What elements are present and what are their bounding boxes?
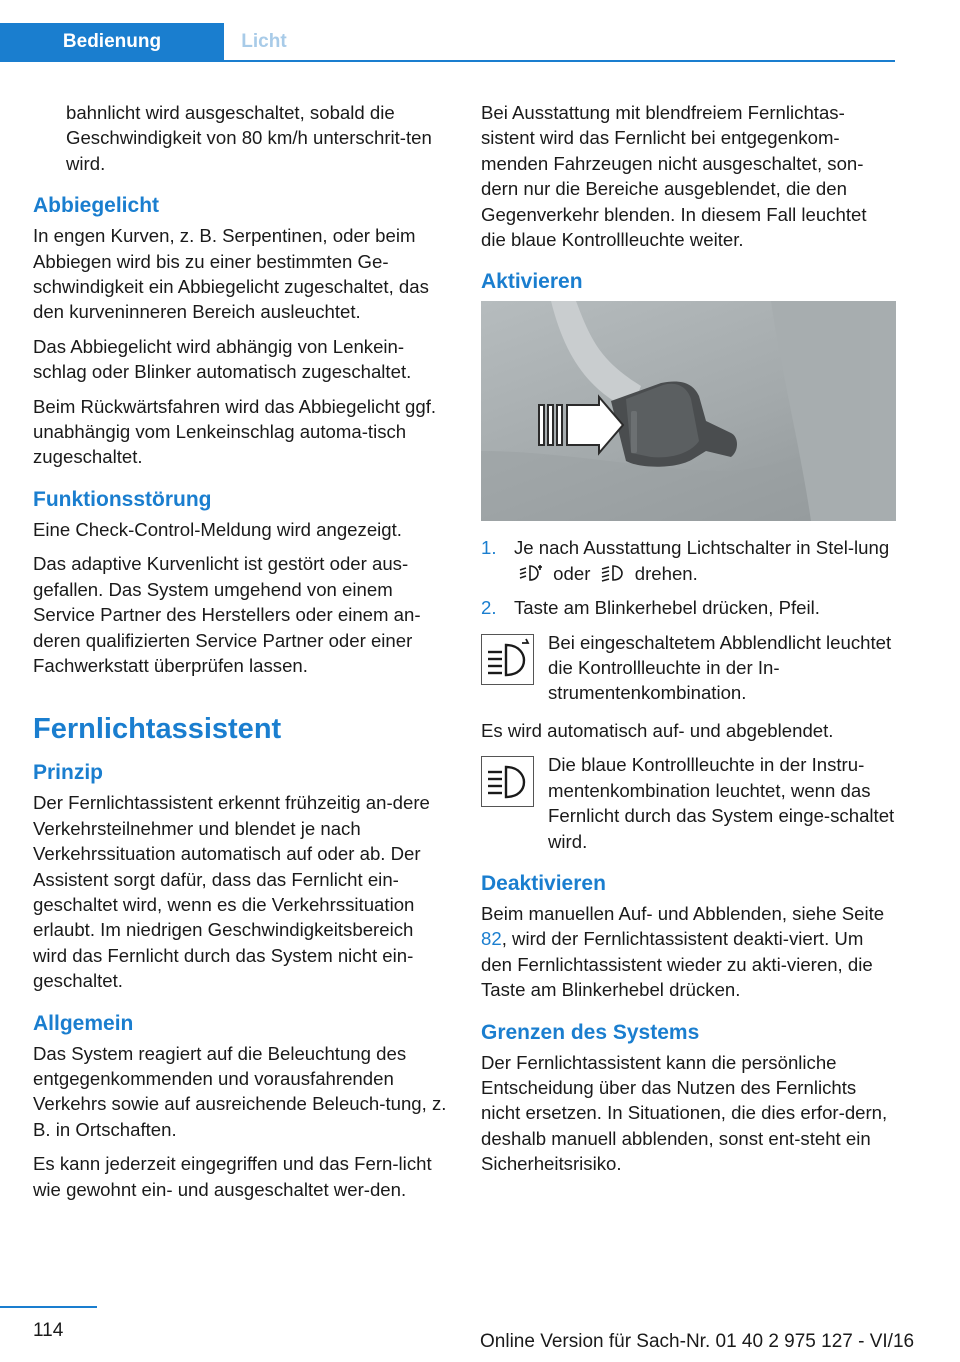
note-text: Bei eingeschaltetem Abblendlicht leuchtet die Kontrollleuchte in der In-strumentenkombination. [548, 631, 892, 704]
online-version-note: Online Version für Sach-Nr. 01 40 2 975 127 - VI/16 [480, 1331, 915, 1352]
low-beam-headlight-icon [600, 563, 626, 583]
lever-illustration [481, 301, 896, 521]
list-item [481, 595, 896, 620]
auto-light-switch-icon [518, 563, 544, 583]
page-link[interactable]: 82 [481, 928, 502, 950]
heading-fernlichtassistent: Fernlichtassistent [33, 713, 282, 746]
header-divider [0, 60, 895, 62]
paragraph: Beim manuellen Auf- und Abblenden, siehe Seite 82, wird der Fernlichtassistent deakti-viert. Um den Fernlichtassistent wieder zu akti-vieren, die Taste am Blinkerhebel drücken. [481, 902, 885, 1001]
tab-bedienung[interactable]: Bedienung [0, 23, 224, 60]
tab-licht[interactable]: Licht [241, 30, 287, 52]
step-text: Taste am Blinkerhebel drücken, Pfeil. [514, 597, 820, 619]
paragraph: Es wird automatisch auf- und abgeblendet. [481, 719, 834, 741]
step-text: Je nach Ausstattung Lichtschalter in Stel-lung oder drehen. [514, 537, 890, 584]
turn-signal-lever-photo [481, 301, 896, 521]
step-number: 2. [481, 597, 497, 619]
paragraph: In engen Kurven, z. B. Serpentinen, oder beim Abbiegen wird bis zu einer bestimmten Ge-schwindigkeit ein Abbiegelicht zugeschaltet, das den kurveninneren Bereich ausleuchtet. [33, 225, 429, 323]
left-column [33, 100, 451, 1211]
steps-list [481, 535, 896, 620]
paragraph: Das Abbiegelicht wird abhängig von Lenkein-schlag oder Blinker automatisch zugeschaltet. [33, 335, 412, 383]
paragraph: Bei Ausstattung mit blendfreiem Fernlichtas-sistent wird das Fernlicht bei entgegenkom-menden Fahrzeugen nicht ausgeschaltet, son-dern nur die Bereiche ausgeblendet, die den Gegenverkehr blenden. In diesem Fall leuchtet die blaue Kontrollleuchte weiter. [481, 102, 867, 251]
heading-funktionsstoerung: Funktionsstörung [33, 487, 212, 511]
high-beam-indicator-icon [481, 756, 534, 807]
heading-grenzen: Grenzen des Systems [481, 1020, 700, 1044]
heading-deaktivieren: Deaktivieren [481, 871, 606, 895]
paragraph: Eine Check-Control-Meldung wird angezeigt. [33, 518, 402, 540]
paragraph: Das adaptive Kurvenlicht ist gestört oder aus-gefallen. Das System umgehend von einem Service Partner des Herstellers oder einem an-deren qualifizierten Service Partner oder einer Fachwerkstatt überprüfen lassen. [33, 553, 421, 676]
paragraph: Es kann jederzeit eingegriffen und das Fern-licht wie gewohnt ein- und ausgeschaltet wer-den. [33, 1153, 432, 1200]
heading-prinzip: Prinzip [33, 761, 104, 785]
list-item [481, 535, 896, 586]
right-column [481, 100, 896, 1186]
note-paragraph: Die blaue Kontrollleuchte in der Instru-mentenkombination leuchtet, wenn das Fernlicht durch das System einge-schaltet wird. [481, 752, 896, 854]
heading-aktivieren: Aktivieren [481, 270, 583, 294]
paragraph: Beim Rückwärtsfahren wird das Abbiegelicht ggf. unabhängig vom Lenkeinschlag automa-tisch zugeschaltet. [33, 395, 437, 468]
page-number: 114 [33, 1320, 64, 1341]
step-number: 1. [481, 537, 497, 559]
paragraph: Das System reagiert auf die Beleuchtung des entgegenkommenden und vorausfahrenden Verkehrs sowie auf ausreichende Beleuch-tung, z. B. in Ortschaften. [33, 1042, 447, 1140]
heading-abbiegelicht: Abbiegelicht [33, 194, 160, 218]
paragraph: Der Fernlichtassistent kann die persönliche Entscheidung über das Nutzen des Fernlichts nicht ersetzen. In Situationen, die dies erfor-dern, deshalb manuell abblenden, sonst ent-steht ein Sicherheitsrisiko. [481, 1051, 888, 1175]
paragraph-continuation: bahnlicht wird ausgeschaltet, sobald die Geschwindigkeit von 80 km/h unterschrit-ten wird. [66, 102, 432, 174]
footer-divider [0, 1306, 97, 1308]
header-tabs [0, 23, 895, 60]
note-box [481, 630, 896, 706]
heading-allgemein: Allgemein [33, 1011, 134, 1035]
paragraph: Der Fernlichtassistent erkennt frühzeitig an-dere Verkehrsteilnehmer und blendet je nach Verkehrssituation automatisch auf oder ab. Der Assistent sorgt dafür, dass das Fernlicht ein-geschaltet wird, wenn es die Verkehrssituation erlaubt. Im niedrigen Geschwindigkeitsbereich wird das Fernlicht durch das System nicht ein-geschaltet. [33, 792, 430, 992]
low-beam-auto-indicator-icon [481, 634, 534, 685]
